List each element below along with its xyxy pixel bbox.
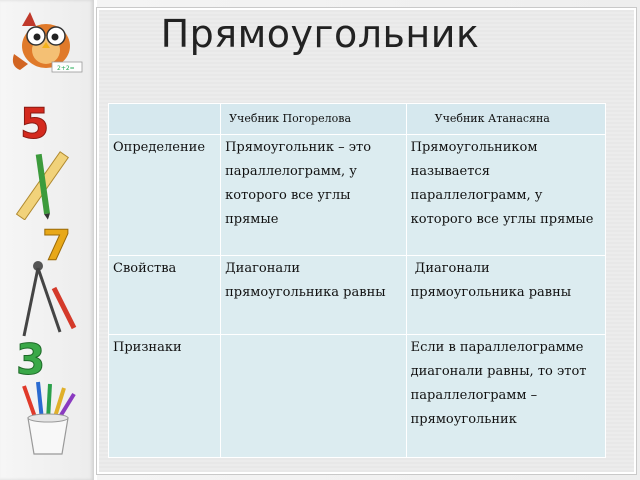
svg-text:2+2=: 2+2= bbox=[57, 65, 75, 72]
row-label-properties: Свойства bbox=[109, 256, 221, 335]
table-header-row bbox=[109, 104, 606, 135]
ruler-pencil-icon bbox=[8, 150, 78, 220]
cell-pogorelov-properties: Диагонали прямоугольника равны bbox=[221, 256, 407, 335]
svg-text:3: 3 bbox=[16, 335, 46, 380]
table-row bbox=[109, 335, 606, 458]
table-row bbox=[109, 135, 606, 256]
digit-five-icon bbox=[18, 98, 54, 144]
pencil-cup-icon bbox=[16, 380, 80, 456]
page-title: Прямоугольник bbox=[160, 12, 480, 56]
header-cell-atanasyan bbox=[406, 104, 605, 135]
header-label-atanasyan: Учебник Атанасяна bbox=[434, 112, 550, 125]
header-label-pogorelov: Учебник Погорелова bbox=[229, 112, 351, 125]
svg-text:5: 5 bbox=[20, 99, 50, 144]
row-label-definition: Определение bbox=[109, 135, 221, 256]
digit-three-icon bbox=[14, 334, 50, 380]
header-cell-empty bbox=[109, 104, 221, 135]
svg-text:7: 7 bbox=[42, 221, 72, 266]
row-label-criteria: Признаки bbox=[109, 335, 221, 458]
cell-atanasyan-definition: Прямоугольником называется параллелограмм, у которого все углы прямые bbox=[406, 135, 605, 256]
compass-icon bbox=[14, 258, 80, 340]
cell-pogorelov-criteria bbox=[221, 335, 407, 458]
table-row bbox=[109, 256, 606, 335]
cell-pogorelov-definition: Прямоугольник – это параллелограмм, у которого все углы прямые bbox=[221, 135, 407, 256]
decorative-sidebar bbox=[0, 0, 97, 480]
cell-atanasyan-properties: Диагонали прямоугольника равны bbox=[406, 256, 605, 335]
comparison-table bbox=[108, 103, 606, 458]
header-cell-pogorelov bbox=[221, 104, 407, 135]
owl-mascot-icon bbox=[8, 4, 86, 76]
cell-atanasyan-criteria: Если в параллелограмме диагонали равны, то этот параллелограмм – прямоугольник bbox=[406, 335, 605, 458]
